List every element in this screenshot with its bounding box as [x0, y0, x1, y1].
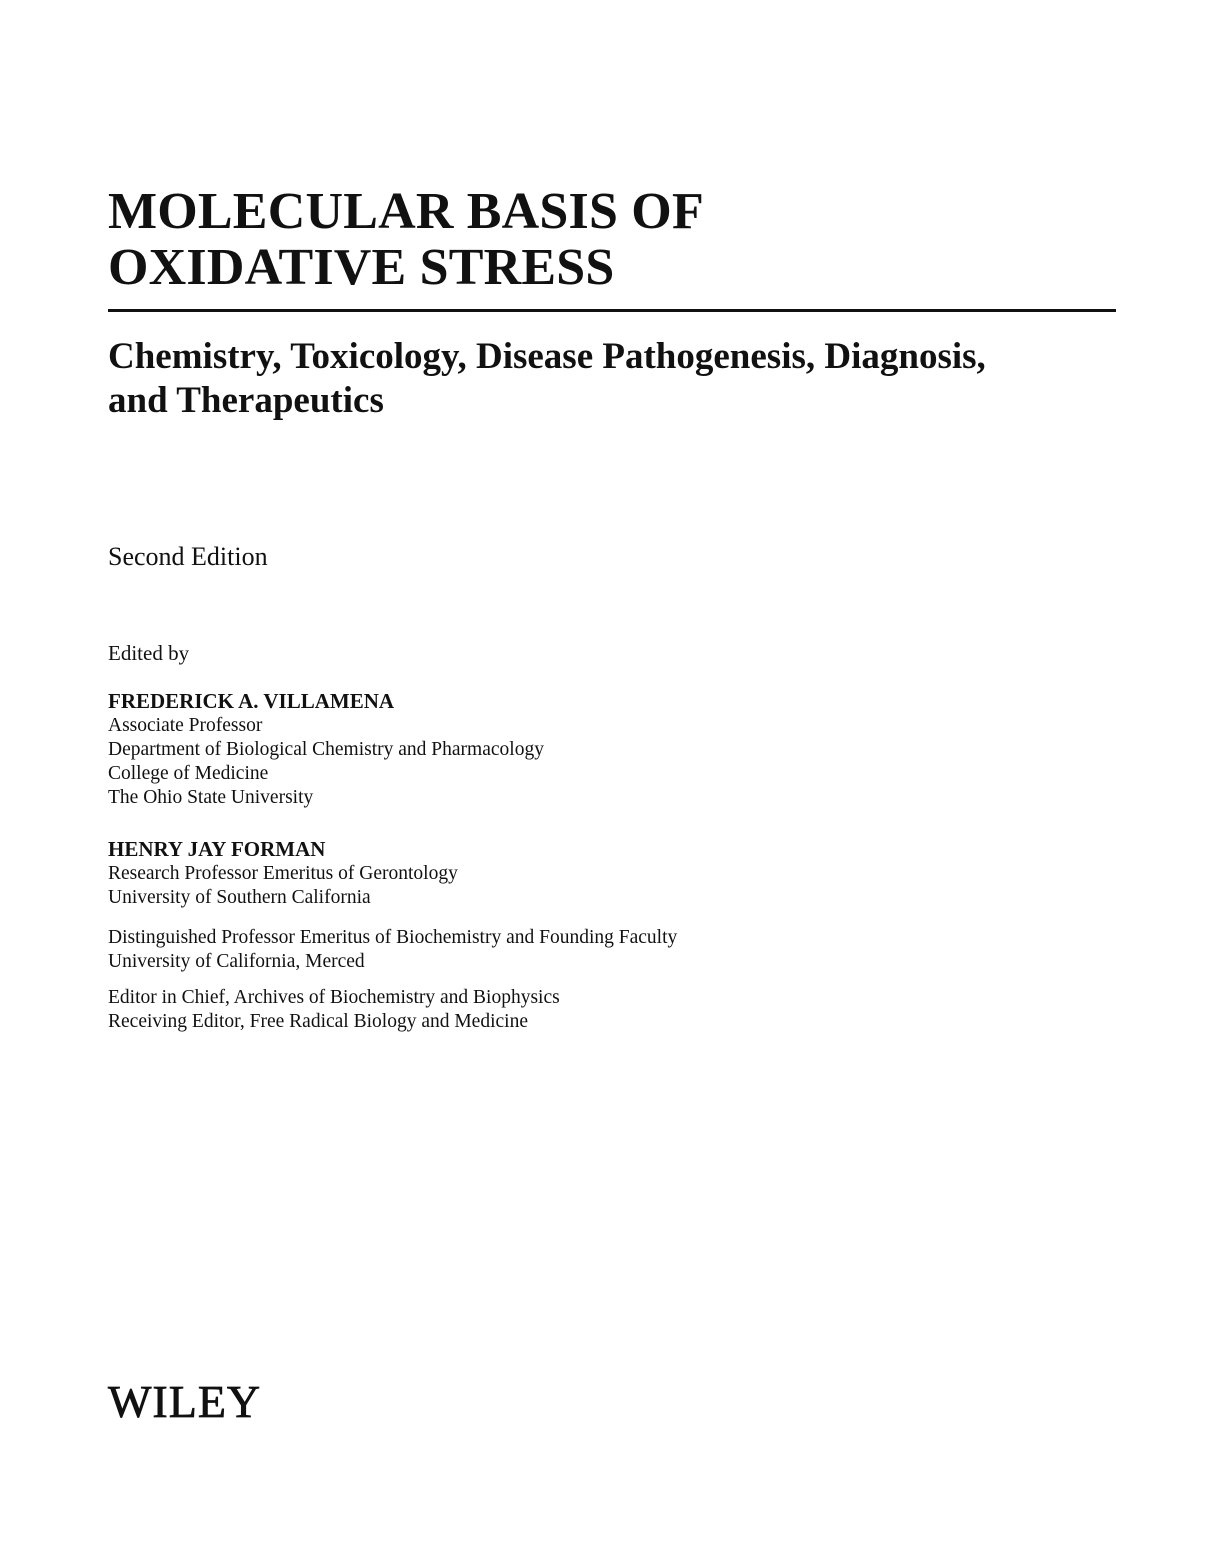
edition-label: Second Edition [108, 542, 268, 571]
editor-affiliation: Research Professor Emeritus of Gerontology [108, 863, 458, 884]
editor-affiliation: Department of Biological Chemistry and Pharmacology [108, 739, 544, 760]
edited-by-label: Edited by [108, 641, 190, 665]
publisher-logo: WILEY [108, 1376, 262, 1427]
editor-affiliation: College of Medicine [108, 763, 269, 784]
editor-block-villamena [108, 688, 544, 810]
book-title-line-1: MOLECULAR BASIS OF [108, 183, 704, 240]
editor-affiliation: Associate Professor [108, 715, 263, 736]
book-title [108, 184, 1116, 296]
book-subtitle [108, 335, 1116, 423]
book-title-line-2: OXIDATIVE STRESS [108, 239, 615, 296]
editor-affiliation: The Ohio State University [108, 787, 314, 808]
editor-name: HENRY JAY FORMAN [108, 837, 326, 861]
title-divider [108, 309, 1116, 312]
editor-name: FREDERICK A. VILLAMENA [108, 689, 395, 713]
editor-affiliation: Editor in Chief, Archives of Biochemistry and Biophysics [108, 987, 560, 1008]
editor-affiliation: University of California, Merced [108, 951, 365, 972]
editor-block-forman [108, 836, 458, 910]
editor-affiliation-group [108, 986, 560, 1034]
editor-affiliation: University of Southern California [108, 887, 371, 908]
editor-affiliation: Distinguished Professor Emeritus of Biochemistry and Founding Faculty [108, 927, 678, 948]
book-subtitle-line-2: and Therapeutics [108, 380, 384, 421]
book-subtitle-line-1: Chemistry, Toxicology, Disease Pathogenesis, Diagnosis, [108, 336, 986, 377]
editor-affiliation-group [108, 926, 677, 974]
editor-affiliation: Receiving Editor, Free Radical Biology and Medicine [108, 1011, 528, 1032]
